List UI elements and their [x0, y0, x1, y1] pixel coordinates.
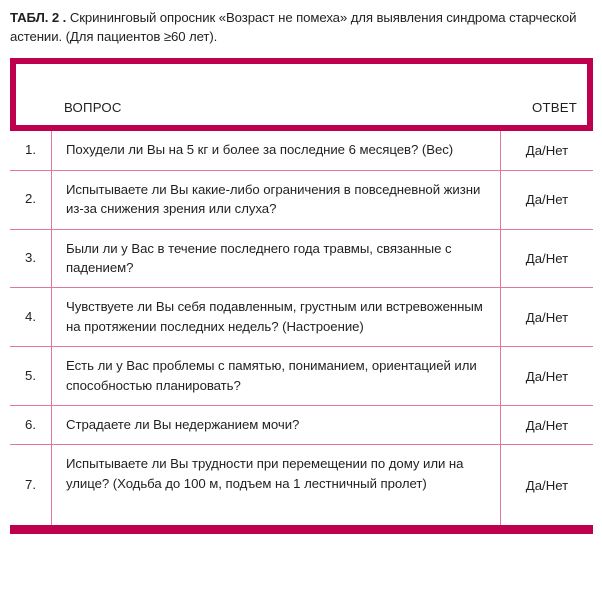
row-number: 4. — [10, 288, 52, 346]
table-row — [10, 406, 593, 445]
table-row — [10, 131, 593, 170]
table-caption-text: Скрининговый опросник «Возраст не помеха» для выявления синдрома старческой астении. (Для пациентов ≥60 лет). — [10, 10, 577, 45]
row-answer: Да/Нет — [525, 250, 569, 266]
table-row — [10, 445, 593, 525]
table-bottom-rule — [10, 525, 593, 534]
row-question: Есть ли у Вас проблемы с памятью, пониманием, ориентацией или способностью планировать? — [52, 347, 501, 405]
row-answer: Да/Нет — [525, 309, 569, 325]
row-question: Чувствуете ли Вы себя подавленным, грустным или встревоженным на протяжении последних недель? (Настроение) — [52, 288, 501, 346]
row-answer: Да/Нет — [525, 417, 569, 433]
table-row — [10, 230, 593, 289]
table-header-box — [10, 58, 593, 131]
row-answer: Да/Нет — [525, 142, 569, 158]
row-number: 7. — [10, 445, 52, 525]
table-body — [10, 131, 593, 525]
row-question: Страдаете ли Вы недержанием мочи? — [52, 406, 501, 444]
row-question: Были ли у Вас в течение последнего года травмы, связанные с падением? — [52, 230, 501, 288]
row-question: Похудели ли Вы на 5 кг и более за последние 6 месяцев? (Вес) — [52, 131, 501, 169]
row-answer: Да/Нет — [525, 477, 569, 493]
row-answer: Да/Нет — [525, 192, 569, 208]
row-number: 2. — [10, 171, 52, 229]
row-number: 1. — [10, 131, 52, 169]
column-header-answer: ОТВЕТ — [532, 100, 577, 116]
table-row — [10, 288, 593, 347]
questionnaire-table — [10, 58, 593, 525]
row-number: 3. — [10, 230, 52, 288]
table-caption-label: ТАБЛ. 2 . — [10, 10, 67, 25]
row-number: 5. — [10, 347, 52, 405]
table-row — [10, 347, 593, 406]
table-caption — [0, 0, 602, 46]
row-question: Испытываете ли Вы какие-либо ограничения в повседневной жизни из-за снижения зрения или слуха? — [52, 171, 501, 229]
column-header-question: ВОПРОС — [64, 100, 122, 116]
table-row — [10, 171, 593, 230]
row-answer: Да/Нет — [525, 368, 569, 384]
row-number: 6. — [10, 406, 52, 444]
row-question: Испытываете ли Вы трудности при перемещении по дому или на улице? (Ходьба до 100 м, подъем на 1 лестничный пролет) — [52, 445, 501, 525]
